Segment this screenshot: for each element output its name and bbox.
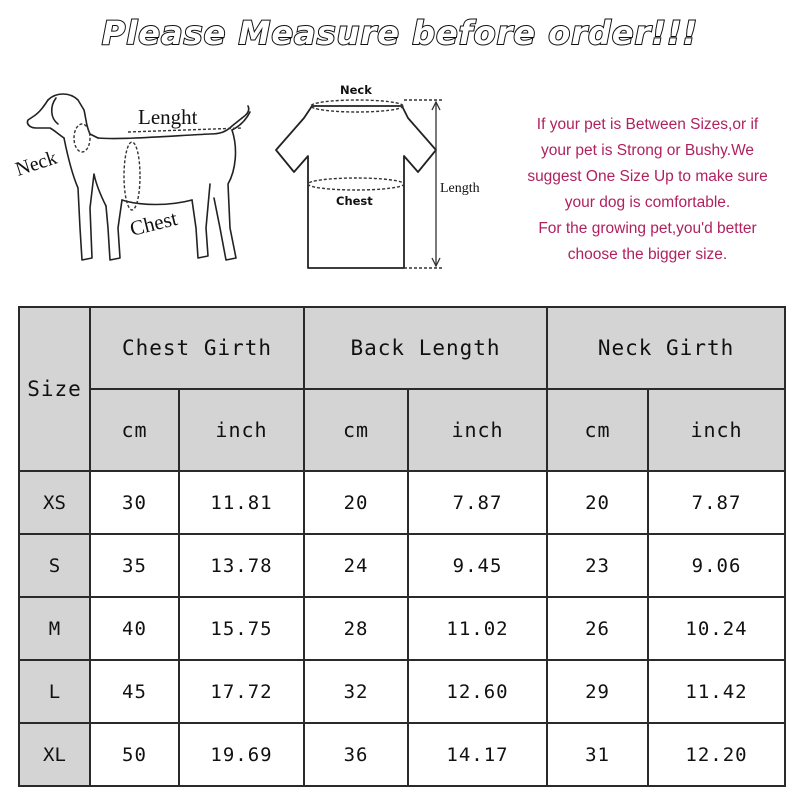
dog-chest-measure-loop <box>124 142 140 210</box>
note-line: choose the bigger size. <box>567 246 728 263</box>
note-line: your dog is comfortable. <box>564 194 731 211</box>
dog-front-leg2-outline <box>64 138 106 260</box>
table-row <box>19 597 785 660</box>
size-chart-table <box>18 306 786 787</box>
value-cell: 11.42 <box>648 660 785 723</box>
value-cell: 35 <box>90 534 179 597</box>
dog-rear-outline <box>214 130 236 260</box>
size-column-header: Size <box>19 307 90 471</box>
unit-header-cell: inch <box>408 389 547 471</box>
value-cell: 17.72 <box>179 660 304 723</box>
value-cell: 15.75 <box>179 597 304 660</box>
table-row <box>19 471 785 534</box>
dog-belly-outline <box>122 200 192 205</box>
shirt-outline <box>276 106 436 268</box>
note-line: suggest One Size Up to make sure <box>527 168 768 185</box>
value-cell: 14.17 <box>408 723 547 786</box>
size-cell: XL <box>19 723 90 786</box>
table-unit-row <box>19 389 785 471</box>
table-row <box>19 723 785 786</box>
note-line: your pet is Strong or Bushy.We <box>540 142 755 159</box>
note-line: If your pet is Between Sizes,or if <box>536 116 759 133</box>
size-cell: XS <box>19 471 90 534</box>
table-row <box>19 534 785 597</box>
unit-header-cell: cm <box>304 389 408 471</box>
value-cell: 9.06 <box>648 534 785 597</box>
value-cell: 19.69 <box>179 723 304 786</box>
value-cell: 12.60 <box>408 660 547 723</box>
value-cell: 40 <box>90 597 179 660</box>
value-cell: 24 <box>304 534 408 597</box>
value-cell: 30 <box>90 471 179 534</box>
sizing-advice-note <box>505 112 790 268</box>
value-cell: 11.81 <box>179 471 304 534</box>
shirt-length-label: Length <box>440 181 480 196</box>
value-cell: 32 <box>304 660 408 723</box>
value-cell: 10.24 <box>648 597 785 660</box>
unit-header-cell: cm <box>547 389 648 471</box>
shirt-chest-label: Chest <box>336 194 373 208</box>
shirt-measurement-diagram <box>270 80 500 280</box>
size-cell: S <box>19 534 90 597</box>
dog-measurement-diagram <box>10 88 272 278</box>
dog-snout-outline <box>27 100 64 138</box>
value-cell: 12.20 <box>648 723 785 786</box>
dog-length-label: Lenght <box>138 105 198 129</box>
size-cell: M <box>19 597 90 660</box>
value-cell: 20 <box>304 471 408 534</box>
shirt-chest-measure-loop <box>308 178 404 190</box>
title-text: Please Measure before order!!! <box>101 14 699 52</box>
value-cell: 7.87 <box>648 471 785 534</box>
shirt-neck-label: Neck <box>340 83 372 97</box>
dog-ear-outline <box>52 98 58 124</box>
value-cell: 9.45 <box>408 534 547 597</box>
value-cell: 28 <box>304 597 408 660</box>
page-title <box>0 14 800 62</box>
value-cell: 20 <box>547 471 648 534</box>
value-cell: 13.78 <box>179 534 304 597</box>
dog-hind-leg-outline <box>192 184 210 258</box>
unit-header-cell: cm <box>90 389 179 471</box>
unit-header-cell: inch <box>179 389 304 471</box>
chest-girth-header: Chest Girth <box>90 307 304 389</box>
value-cell: 7.87 <box>408 471 547 534</box>
note-line: For the growing pet,you'd better <box>538 220 757 237</box>
back-length-header: Back Length <box>304 307 547 389</box>
dog-neck-label: Neck <box>12 146 60 181</box>
dog-front-leg-outline <box>106 200 122 260</box>
size-cell: L <box>19 660 90 723</box>
table-row <box>19 660 785 723</box>
value-cell: 36 <box>304 723 408 786</box>
value-cell: 31 <box>547 723 648 786</box>
value-cell: 23 <box>547 534 648 597</box>
value-cell: 26 <box>547 597 648 660</box>
neck-girth-header: Neck Girth <box>547 307 785 389</box>
dog-chest-label: Chest <box>127 205 180 241</box>
value-cell: 45 <box>90 660 179 723</box>
unit-header-cell: inch <box>648 389 785 471</box>
value-cell: 50 <box>90 723 179 786</box>
value-cell: 11.02 <box>408 597 547 660</box>
value-cell: 29 <box>547 660 648 723</box>
table-header-row <box>19 307 785 389</box>
